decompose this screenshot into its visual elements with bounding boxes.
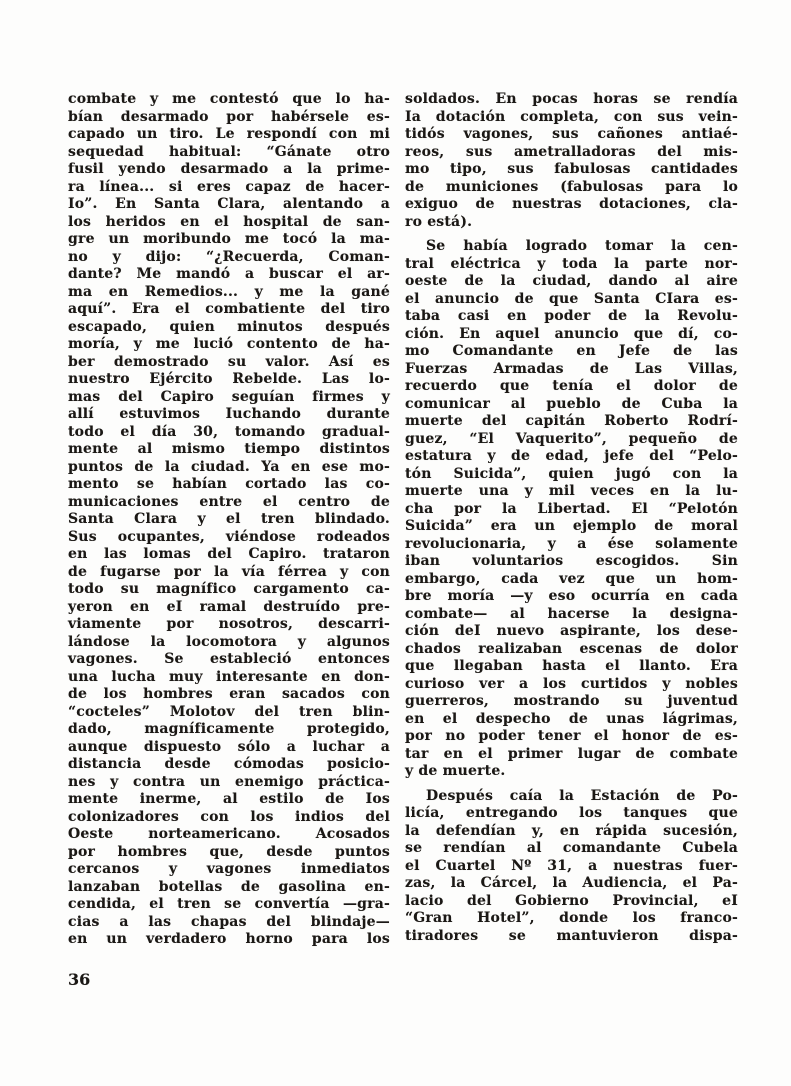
text-line: mo tipo, sus fabulosas cantidades	[405, 161, 738, 177]
text-line: mas del Capiro seguían firmes y	[68, 388, 390, 405]
text-line: escapado, quien minutos después	[68, 318, 390, 335]
text-line: ra línea... si eres capaz de hacer-	[68, 178, 390, 195]
text-line: lanzaban botellas de gasolina en-	[68, 878, 390, 895]
text-line: ber demostrado su valor. Así es	[68, 353, 390, 370]
text-line: colonizadores con los indios del	[68, 808, 390, 825]
text-line: de fugarse por la vía férrea y con	[68, 563, 390, 580]
text-line: zas, la Cárcel, la Audiencia, el Pa-	[405, 875, 738, 891]
text-line: ro está).	[405, 213, 473, 230]
text-line: el Cuartel Nº 31, a nuestras fuer-	[405, 857, 738, 874]
text-line: Oeste norteamericano. Acosados	[68, 826, 390, 842]
text-line: moría, y me lució contento de ha-	[68, 336, 390, 352]
text-columns	[68, 91, 738, 949]
text-line: en el despecho de unas lágrimas,	[405, 710, 738, 727]
paragraph	[405, 238, 738, 781]
text-line: de los hombres eran sacados con	[68, 686, 390, 702]
text-line: Sus ocupantes, viéndose rodeados	[68, 528, 390, 545]
text-line: oeste de la ciudad, dando al aire	[405, 273, 738, 289]
text-line: combate y me contestó que lo ha-	[68, 91, 390, 107]
text-line: licía, entregando los tanques que	[405, 805, 738, 821]
text-line: comunicar al pueblo de Cuba la	[405, 395, 738, 412]
column-right	[405, 91, 738, 949]
text-line: tidós vagones, sus cañones antiaé-	[405, 126, 738, 142]
text-line: iban voluntarios escogidos. Sin	[405, 553, 738, 569]
text-line: nuestro Ejército Rebelde. Las lo-	[68, 371, 390, 387]
text-line: bían desarmado por habérsele es-	[68, 108, 390, 125]
text-line: se rendían al comandante Cubela	[405, 840, 738, 856]
text-line: capado un tiro. Le respondí con mi	[68, 126, 390, 142]
text-line: combate— al hacerse la designa-	[405, 605, 738, 622]
text-line: y de muerte.	[405, 763, 506, 779]
text-line: muerte del capitán Roberto Rodrí-	[405, 413, 738, 429]
text-line: bre moría —y eso ocurría en cada	[405, 588, 738, 604]
text-line: mente inerme, al estilo de Ios	[68, 791, 390, 807]
text-line: que llegaban hasta el llanto. Era	[405, 658, 738, 674]
text-line: dante? Me mandó a buscar el ar-	[68, 266, 390, 282]
text-line: cendida, el tren se convertía —gra-	[68, 896, 390, 912]
text-line: aquí”. Era el combatiente del tiro	[68, 301, 390, 317]
text-line: yeron en eI ramal destruído pre-	[68, 598, 390, 615]
page-number: 36	[68, 969, 91, 989]
text-line: sequedad habitual: “Gánate otro	[68, 143, 390, 160]
text-line: ma en Remedios... y me la gané	[68, 283, 390, 300]
text-line: cercanos y vagones inmediatos	[68, 861, 390, 877]
text-line: nes y contra un enemigo práctica-	[68, 773, 390, 790]
text-line: no y dijo: “¿Recuerda, Coman-	[68, 248, 390, 265]
text-line: los heridos en el hospital de san-	[68, 213, 390, 230]
text-line: tar en el primer lugar de combate	[405, 745, 738, 762]
text-line: tral eléctrica y toda la parte nor-	[405, 255, 738, 272]
text-line: fusil yendo desarmado a la prime-	[68, 161, 390, 177]
text-line: cha por la Libertad. El “Pelotón	[405, 500, 738, 517]
text-line: taba casi en poder de la Revolu-	[405, 308, 738, 324]
paragraph	[68, 91, 390, 949]
text-line: dado, magníficamente protegido,	[68, 721, 390, 737]
text-line: ción. En aquel anuncio que dí, co-	[405, 325, 738, 342]
text-line: embargo, cada vez que un hom-	[405, 570, 738, 587]
text-line: mento se habían cortado las co-	[68, 476, 390, 492]
text-line: todo su magnífico cargamento ca-	[68, 581, 390, 597]
text-line: la defendían y, en rápida sucesión,	[405, 822, 738, 839]
text-line: municaciones entre el centro de	[68, 493, 390, 510]
text-line: soldados. En pocas horas se rendía	[405, 91, 738, 107]
text-line: lacio del Gobierno Provincial, eI	[405, 892, 738, 909]
text-line: en un verdadero horno para los	[68, 931, 390, 947]
text-line: ción deI nuevo aspirante, los dese-	[405, 623, 738, 639]
text-line: chados realizaban escenas de dolor	[405, 640, 738, 657]
text-line: Io”. En Santa Clara, alentando a	[68, 196, 390, 212]
text-line: tón Suicida”, quien jugó con la	[405, 465, 738, 482]
text-line: Se había logrado tomar la cen-	[426, 238, 738, 254]
text-line: allí estuvimos Iuchando durante	[68, 406, 390, 422]
text-line: estatura y de edad, jefe del “Pelo-	[405, 448, 738, 464]
text-line: de municiones (fabulosas para lo	[405, 178, 738, 195]
text-line: lándose la locomotora y algunos	[68, 633, 390, 650]
text-line: gre un moribundo me tocó la ma-	[68, 231, 390, 247]
text-line: Ia dotación completa, con sus vein-	[405, 108, 738, 125]
text-line: guez, “El Vaquerito”, pequeño de	[405, 430, 738, 447]
text-line: puntos de la ciudad. Ya en ese mo-	[68, 458, 390, 475]
text-line: distancia desde cómodas posicio-	[68, 756, 390, 772]
text-line: revolucionaria, y a ése solamente	[405, 535, 738, 552]
text-line: aunque dispuesto sólo a luchar a	[68, 738, 390, 755]
text-line: el anuncio de que Santa CIara es-	[405, 290, 738, 307]
text-line: recuerdo que tenía el dolor de	[405, 378, 738, 394]
text-line: guerreros, mostrando su juventud	[405, 693, 738, 709]
text-line: todo el día 30, tomando gradual-	[68, 423, 390, 440]
text-line: viamente por nosotros, descarri-	[68, 616, 390, 632]
text-line: curioso ver a los curtidos y nobles	[405, 675, 738, 692]
text-line: en las lomas del Capiro. trataron	[68, 546, 390, 562]
text-line: “Gran Hotel”, donde los franco-	[405, 910, 738, 926]
text-line: tiradores se mantuvieron dispa-	[405, 927, 738, 944]
text-line: Suicida” era un ejemplo de moral	[405, 518, 738, 534]
text-line: por no poder tener el honor de es-	[405, 728, 738, 744]
text-line: mo Comandante en Jefe de las	[405, 343, 738, 359]
paragraph	[405, 788, 738, 946]
text-line: Después caía la Estación de Po-	[426, 787, 738, 804]
text-line: “cocteles” Molotov del tren blin-	[68, 703, 390, 720]
text-line: cias a las chapas del blindaje—	[68, 913, 390, 930]
text-line: reos, sus ametralladoras del mis-	[405, 143, 738, 160]
column-left	[68, 91, 390, 949]
text-line: por hombres que, desde puntos	[68, 843, 390, 860]
text-line: muerte una y mil veces en la lu-	[405, 483, 738, 499]
text-line: Fuerzas Armadas de Las Villas,	[405, 360, 738, 377]
text-line: una lucha muy interesante en don-	[68, 668, 390, 685]
text-line: vagones. Se estableció entonces	[68, 651, 390, 667]
paragraph	[405, 91, 738, 231]
text-line: Santa Clara y el tren blindado.	[68, 511, 390, 527]
text-line: exiguo de nuestras dotaciones, cla-	[405, 196, 738, 212]
text-line: mente al mismo tiempo distintos	[68, 441, 390, 457]
